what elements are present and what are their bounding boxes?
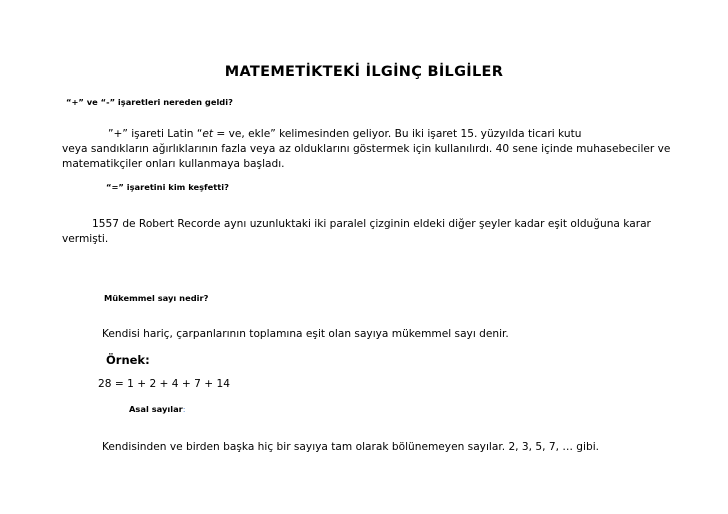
example-label: Örnek: [106, 353, 150, 367]
paragraph-line: 1557 de Robert Recorde aynı uzunluktaki iki paralel çizginin eldeki diğer şeyler kadar eşit olduğuna karar [92, 218, 651, 230]
perfect-number-definition: Kendisi hariç, çarpanlarının toplamına eşit olan sayıya mükemmel sayı denir. [102, 328, 509, 340]
question-equals: “=” işaretini kim keşfetti? [106, 182, 229, 192]
perfect-number-example: 28 = 1 + 2 + 4 + 7 + 14 [98, 378, 230, 390]
question-prime-numbers: Asal sayılar: [129, 404, 186, 414]
paragraph-plus-minus [62, 127, 672, 172]
question-plus-minus: “+” ve “-” işaretleri nereden geldi? [66, 97, 233, 107]
prime-numbers-definition: Kendisinden ve birden başka hiç bir sayıya tam olarak bölünemeyen sayılar. 2, 3, 5, 7, … gibi. [102, 441, 600, 453]
paragraph-line: ”+” işareti Latin “et = ve, ekle” kelimesinden geliyor. Bu iki işaret 15. yüzyılda ticari kutu [108, 128, 582, 140]
page-title: MATEMETİKTEKİ İLGİNÇ BİLGİLER [224, 64, 504, 80]
paragraph-line: vermişti. [62, 233, 109, 245]
paragraph-equals [62, 217, 672, 247]
paragraph-line: veya sandıkların ağırlıklarının fazla veya az olduklarını göstermek için kullanılırdı. 40 sene içinde muhasebeciler ve [62, 143, 671, 155]
paragraph-line: matematikçiler onları kullanmaya başladı. [62, 158, 285, 170]
question-perfect-number: Mükemmel sayı nedir? [104, 293, 209, 303]
